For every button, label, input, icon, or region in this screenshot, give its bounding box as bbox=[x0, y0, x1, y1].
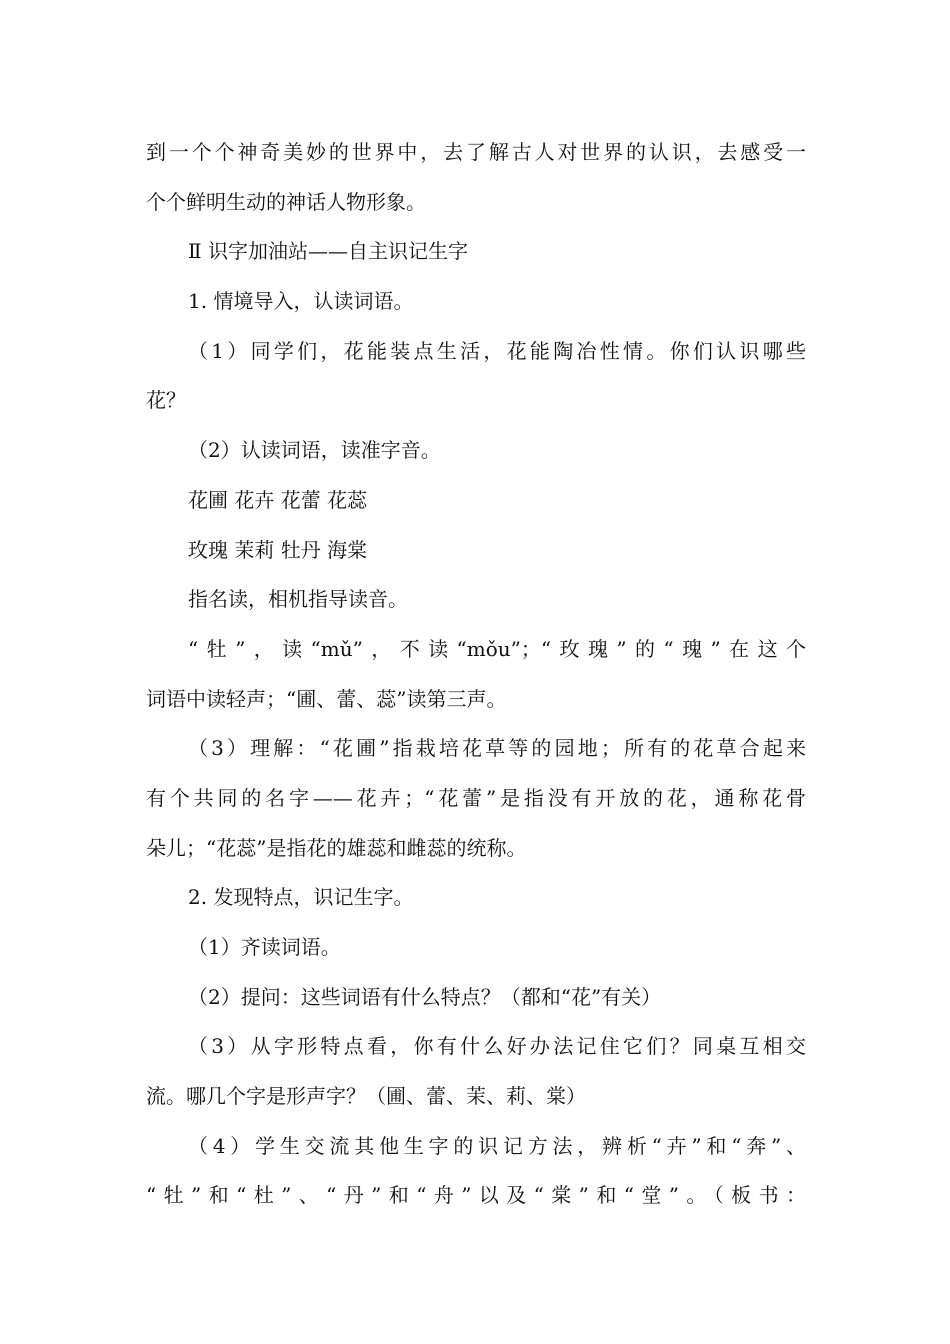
text-line: “牡”和“杜”、“丹”和“舟”以及“棠”和“堂”。（板书： bbox=[146, 1183, 806, 1207]
text-line: 朵儿；“花蕊”是指花的雄蕊和雌蕊的统称。 bbox=[146, 836, 527, 860]
text-line: （3）从字形特点看，你有什么好办法记住它们？同桌互相交 bbox=[188, 1034, 806, 1058]
text-line: 指名读，相机指导读音。 bbox=[188, 587, 408, 611]
section-heading: Ⅱ 识字加油站——自主识记生字 bbox=[188, 239, 468, 263]
text-line: 花？ bbox=[146, 388, 186, 412]
text-line: 到一个个神奇美妙的世界中，去了解古人对世界的认识，去感受一 bbox=[146, 140, 806, 164]
text-line: 有个共同的名字——花卉；“花蕾”是指没有开放的花，通称花骨 bbox=[146, 786, 806, 810]
text-line: （4）学生交流其他生字的识记方法，辨析“卉”和“奔”、 bbox=[188, 1134, 806, 1158]
step-heading: 2. 发现特点，识记生字。 bbox=[188, 885, 414, 909]
text-line: （2）认读词语，读准字音。 bbox=[188, 438, 441, 462]
text-line: 流。哪几个字是形声字？（圃、蕾、茉、莉、棠） bbox=[146, 1084, 586, 1108]
text-line: （1）同学们，花能装点生活，花能陶冶性情。你们认识哪些 bbox=[188, 339, 806, 363]
step-heading: 1. 情境导入，认读词语。 bbox=[188, 289, 414, 313]
word-list: 玫瑰 茉莉 牡丹 海棠 bbox=[188, 538, 368, 562]
text-line: “牡”，读“mǔ”，不读“mǒu”；“玫瑰”的“瑰”在这个 bbox=[188, 637, 806, 661]
text-line: （3）理解：“花圃”指栽培花草等的园地；所有的花草合起来 bbox=[188, 736, 806, 760]
word-list: 花圃 花卉 花蕾 花蕊 bbox=[188, 488, 368, 512]
text-line: （2）提问：这些词语有什么特点？（都和“花”有关） bbox=[188, 985, 662, 1009]
text-line: （1）齐读词语。 bbox=[188, 935, 341, 959]
text-line: 词语中读轻声；“圃、蕾、蕊”读第三声。 bbox=[146, 687, 507, 711]
text-line: 个个鲜明生动的神话人物形象。 bbox=[146, 190, 426, 214]
